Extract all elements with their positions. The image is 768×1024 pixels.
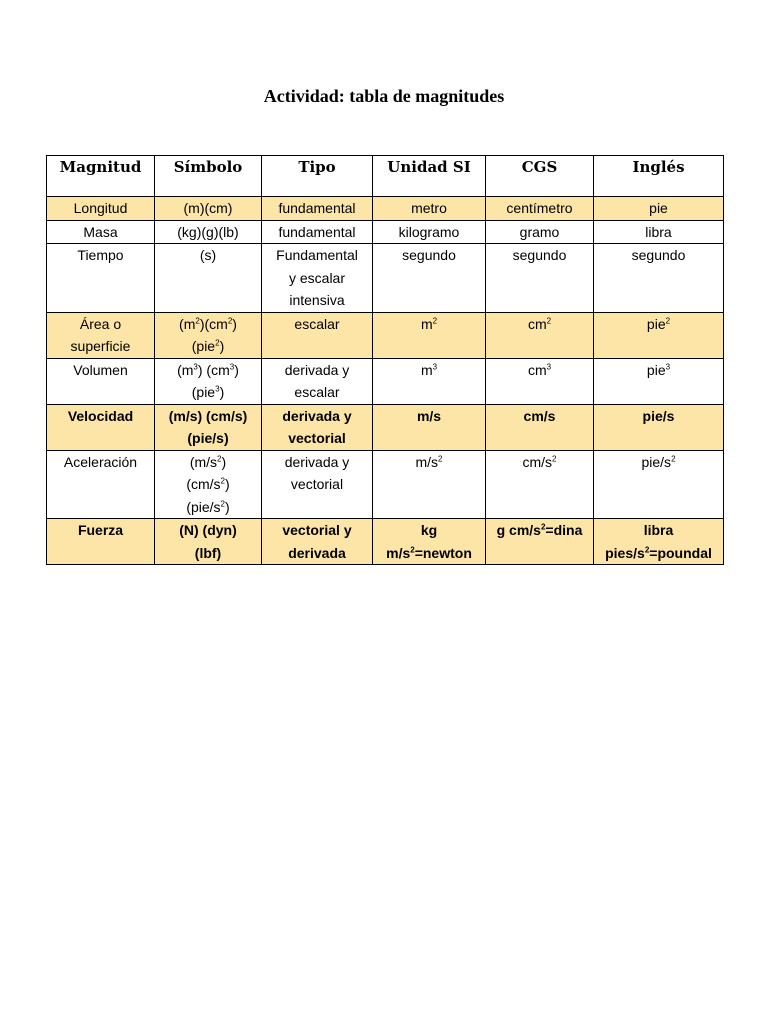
cell-magnitud <box>47 220 155 244</box>
cell-cgs <box>486 404 594 450</box>
cell-unidad-si <box>373 404 486 450</box>
cell-simbolo <box>155 197 262 221</box>
cell-ingles <box>594 197 724 221</box>
table-header <box>47 156 724 197</box>
table-row <box>47 519 724 565</box>
cell-line: metro <box>411 200 447 216</box>
cell-line: (kg)(g)(lb) <box>177 223 239 240</box>
table-row <box>47 244 724 313</box>
cell-line: (pie$^3$) <box>191 384 225 400</box>
cell-tipo <box>262 244 373 313</box>
cell-tipo <box>262 404 373 450</box>
cell-line: segundo <box>512 247 567 263</box>
cell-line: (m)(cm) <box>183 200 233 216</box>
cell-unidad-si <box>373 358 486 404</box>
cell-magnitud <box>47 450 155 519</box>
cell-simbolo <box>155 358 262 404</box>
cell-simbolo <box>155 519 262 565</box>
cell-line: Volumen <box>73 361 128 378</box>
cell-line: escalar <box>294 384 340 400</box>
cell-unidad-si <box>373 244 486 313</box>
cell-line: $(pie/s^2)$ <box>186 498 230 515</box>
cell-magnitud <box>47 244 155 313</box>
cell-cgs <box>486 312 594 358</box>
cell-line: escalar <box>294 315 340 332</box>
cell-unidad-si <box>373 312 486 358</box>
cell-simbolo <box>155 244 262 313</box>
cell-line: $(m/s^2)$ <box>189 453 227 470</box>
cell-unidad-si <box>373 519 486 565</box>
cell-line: g $cm/s^2=dina$ <box>496 522 583 538</box>
cell-line: pie$^3$ <box>646 361 671 378</box>
cell-line: centímetro <box>506 200 573 216</box>
page-title: Actividad: tabla de magnitudes <box>263 86 505 106</box>
cell-tipo <box>262 312 373 358</box>
cell-ingles <box>594 244 724 313</box>
cell-simbolo <box>155 404 262 450</box>
table-body <box>47 197 724 565</box>
cell-simbolo <box>155 450 262 519</box>
cell-line: pie <box>649 200 668 216</box>
cell-magnitud <box>47 519 155 565</box>
cell-cgs <box>486 197 594 221</box>
cell-line: segundo <box>631 247 686 263</box>
table-row <box>47 220 724 244</box>
cell-line: superficie <box>70 338 131 354</box>
cell-line: Área o <box>79 315 122 332</box>
cell-line: (s) <box>199 247 217 263</box>
header-tipo: Tipo <box>262 156 373 197</box>
cell-line: $(m^3)$ $(cm^3)$ <box>177 361 239 378</box>
cell-line: gramo <box>519 223 560 240</box>
cell-magnitud <box>47 312 155 358</box>
cell-line: vectorial y <box>282 522 352 538</box>
cell-line: libra <box>645 223 672 240</box>
cell-ingles <box>594 450 724 519</box>
table-row <box>47 450 724 519</box>
cell-line: Masa <box>83 223 118 240</box>
cell-ingles <box>594 220 724 244</box>
cell-line: m/s <box>416 407 442 424</box>
cell-ingles <box>594 519 724 565</box>
cell-line: intensiva <box>289 292 345 308</box>
cell-line: (pie$^2$) <box>191 338 225 354</box>
cell-ingles <box>594 312 724 358</box>
cell-ingles <box>594 358 724 404</box>
cell-line: derivada y <box>284 361 350 378</box>
cell-unidad-si <box>373 220 486 244</box>
cell-line: $m^3$ <box>420 361 438 378</box>
cell-line: pie$^2$ <box>646 315 671 332</box>
header-cgs: CGS <box>486 156 594 197</box>
cell-tipo <box>262 358 373 404</box>
header-row <box>47 156 724 197</box>
cell-simbolo <box>155 312 262 358</box>
header-magnitud: Magnitud <box>47 156 155 197</box>
cell-line: Fundamental <box>276 247 358 263</box>
cell-line: (pie/s) <box>187 430 229 446</box>
cell-line: derivada y <box>282 407 352 424</box>
cell-line: Velocidad <box>67 407 134 424</box>
table-row <box>47 404 724 450</box>
cell-tipo <box>262 519 373 565</box>
cell-line: vectorial <box>290 476 344 492</box>
cell-line: derivada y <box>284 453 350 470</box>
cell-line: segundo <box>402 247 456 263</box>
cell-line: kilogramo <box>398 223 460 240</box>
cell-magnitud <box>47 404 155 450</box>
cell-line: pies/$s^2=poundal$ <box>605 544 712 561</box>
cell-line: y escalar <box>288 269 346 286</box>
cell-tipo <box>262 197 373 221</box>
cell-line: $(cm/s^2)$ <box>186 476 230 492</box>
cell-tipo <box>262 220 373 244</box>
table-row <box>47 312 724 358</box>
table-row <box>47 197 724 221</box>
cell-line: pie/s <box>642 407 675 424</box>
cell-line: fundamental <box>278 200 356 216</box>
cell-magnitud <box>47 358 155 404</box>
cell-unidad-si <box>373 450 486 519</box>
cell-line: $(m^2)(cm^2)$ <box>179 315 237 332</box>
cell-line: Longitud <box>73 200 128 216</box>
cell-line: kg <box>420 522 438 538</box>
cell-cgs <box>486 519 594 565</box>
cell-line: fundamental <box>278 223 356 240</box>
cell-line: $cm/s^2$ <box>522 453 557 470</box>
cell-line: Aceleración <box>63 453 138 470</box>
cell-unidad-si <box>373 197 486 221</box>
cell-cgs <box>486 220 594 244</box>
header-simbolo: Símbolo <box>155 156 262 197</box>
cell-ingles <box>594 404 724 450</box>
cell-line: libra <box>643 522 674 538</box>
cell-line: vectorial <box>288 430 346 446</box>
cell-line: (m/s) (cm/s) <box>168 407 248 424</box>
cell-line: pie/$s^2$ <box>641 453 676 470</box>
header-unidad-si: Unidad SI <box>373 156 486 197</box>
cell-tipo <box>262 450 373 519</box>
cell-cgs <box>486 450 594 519</box>
table-row <box>47 358 724 404</box>
cell-line: $m^2$ <box>420 315 438 332</box>
cell-line: Tiempo <box>77 247 124 263</box>
cell-line: (lbf) <box>194 544 222 561</box>
cell-cgs <box>486 358 594 404</box>
cell-line: (N) (dyn) <box>179 522 237 538</box>
cell-line: $m/s^2=newton$ <box>386 544 472 561</box>
header-ingles: Inglés <box>594 156 724 197</box>
magnitudes-table <box>46 155 724 565</box>
cell-line: Fuerza <box>77 522 124 538</box>
cell-line: $cm^2$ <box>527 315 552 332</box>
cell-magnitud <box>47 197 155 221</box>
cell-simbolo <box>155 220 262 244</box>
cell-line: $m/s^2$ <box>415 453 443 470</box>
cell-line: $cm^3$ <box>527 361 552 378</box>
cell-cgs <box>486 244 594 313</box>
cell-line: derivada <box>288 544 346 561</box>
cell-line: cm/s <box>523 407 556 424</box>
